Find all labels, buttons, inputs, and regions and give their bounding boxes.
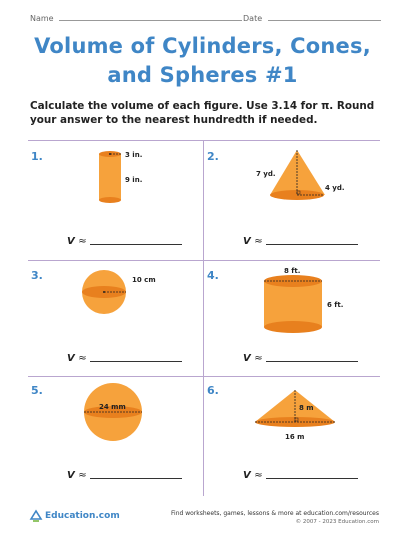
problem-3-answer[interactable]: V ≈ (67, 353, 182, 364)
grid-line-vertical (203, 140, 204, 496)
problem-2-radius-label: 4 yd. (325, 184, 345, 192)
problem-1-number: 1. (31, 150, 43, 163)
page-title-line-1: Volume of Cylinders, Cones, (34, 34, 371, 58)
problem-5-answer[interactable]: V ≈ (67, 470, 182, 481)
cone-figure-6 (250, 380, 350, 450)
cylinder-figure-4 (255, 264, 355, 339)
page-title-line-2: and Spheres #1 (107, 63, 298, 87)
problem-5-number: 5. (31, 384, 43, 397)
education-logo-icon (29, 509, 43, 523)
cylinder-bottom (264, 321, 322, 333)
grid-line-middle-2 (28, 376, 380, 377)
date-row (243, 14, 381, 23)
cylinder-bottom (99, 197, 121, 203)
problem-1-answer[interactable]: V ≈ (67, 236, 182, 247)
name-label: Name (30, 14, 54, 23)
answer-blank-6 (266, 477, 358, 479)
cone-body (270, 150, 325, 195)
problem-3-number: 3. (31, 269, 43, 282)
problem-6-height-label: 8 m (299, 404, 314, 412)
problem-6-number: 6. (207, 384, 219, 397)
instructions: Calculate the volume of each figure. Use 3.14 for π. Round your answer to the nearest hundredth if needed. (30, 100, 375, 126)
problem-2-answer[interactable]: V ≈ (243, 236, 358, 247)
problem-1-height-label: 9 in. (125, 176, 143, 184)
problem-4-answer[interactable]: V ≈ (243, 353, 358, 364)
problem-4-diameter-label: 8 ft. (284, 267, 301, 275)
problem-1-radius-label: 3 in. (125, 151, 143, 159)
problem-6-answer[interactable]: V ≈ (243, 470, 358, 481)
problem-4-number: 4. (207, 269, 219, 282)
sphere-figure-5 (78, 380, 158, 445)
grid-line-top (28, 140, 380, 141)
problem-4-height-label: 6 ft. (327, 301, 344, 309)
cylinder-figure-1 (80, 145, 170, 210)
education-logo[interactable]: Education.com (45, 511, 120, 521)
answer-blank-3 (90, 360, 182, 362)
footer-copyright: © 2007 - 2023 Education.com (295, 519, 379, 525)
problem-6-diameter-label: 16 m (285, 433, 305, 441)
grid-line-middle-1 (28, 260, 380, 261)
cylinder-body (99, 154, 121, 200)
cylinder-body (264, 281, 322, 327)
problem-2-height-label: 7 yd. (256, 170, 276, 178)
answer-blank-5 (90, 477, 182, 479)
answer-blank-1 (90, 243, 182, 245)
date-field[interactable] (268, 20, 381, 21)
answer-blank-2 (266, 243, 358, 245)
problem-5-diameter-label: 24 mm (99, 403, 126, 411)
problem-2-number: 2. (207, 150, 219, 163)
footer-resources-link[interactable]: Find worksheets, games, lessons & more at education.com/resources (171, 510, 379, 517)
name-field[interactable] (59, 20, 242, 21)
date-label: Date (243, 14, 263, 23)
problem-3-radius-label: 10 cm (132, 276, 156, 284)
sphere-figure-3 (80, 264, 170, 324)
answer-blank-4 (266, 360, 358, 362)
name-row (30, 14, 242, 23)
cone-figure-2 (250, 145, 360, 210)
